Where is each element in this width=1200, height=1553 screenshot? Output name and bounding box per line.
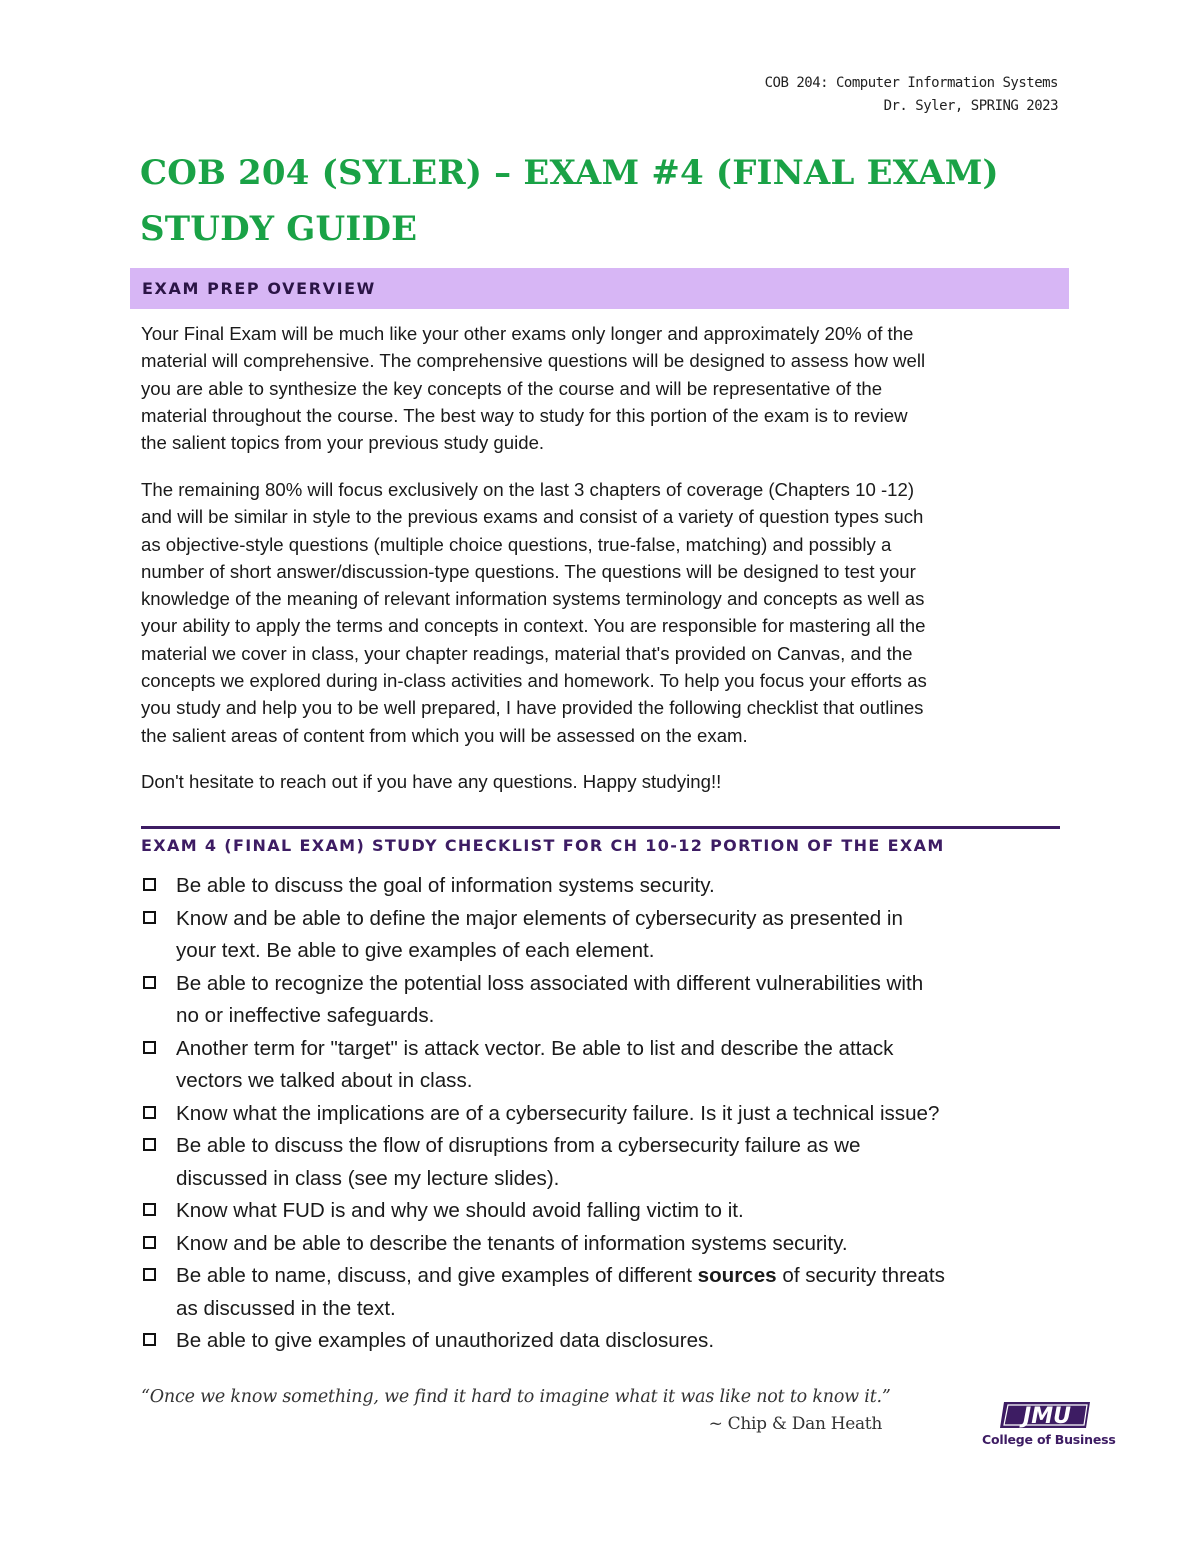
checklist-item: [141, 903, 1081, 968]
checklist-item-text: Know what FUD is and why we should avoid falling victim to it.: [176, 1199, 744, 1222]
overview-paragraph-2: [141, 476, 1071, 749]
footer-quote: “Once we know something, we find it hard to imagine what it was like not to know it.”: [141, 1387, 891, 1407]
checklist-item: [141, 1098, 1081, 1131]
overview-paragraph-3: [141, 768, 1071, 795]
paragraph-line: Don't hesitate to reach out if you have any questions. Happy studying!!: [141, 771, 722, 792]
checkbox-icon[interactable]: [143, 1041, 156, 1054]
checklist-item: [141, 1033, 1081, 1098]
course-name: COB 204: Computer Information Systems: [764, 75, 1058, 91]
checklist-item: [141, 968, 1081, 1033]
checkbox-icon[interactable]: [143, 911, 156, 924]
checklist-item-text: vectors we talked about in class.: [176, 1069, 473, 1092]
checklist-item-text: Be able to recognize the potential loss associated with different vulnerabilities with: [176, 971, 924, 995]
checklist-text-suffix: of security threats: [776, 1264, 945, 1287]
instructor-term: Dr. Syler, SPRING 2023: [883, 98, 1058, 114]
checklist-item-text: as discussed in the text.: [176, 1296, 396, 1320]
paragraph-line: the salient topics from your previous study guide.: [141, 432, 545, 454]
page-title: [140, 145, 1080, 257]
checkbox-icon[interactable]: [143, 1236, 156, 1249]
emphasized-word: sources: [697, 1264, 777, 1287]
checklist-item-text: Another term for "target" is attack vector. Be able to list and describe the attack: [176, 1036, 894, 1060]
checklist-item: [141, 870, 1081, 903]
checklist-item-text: Be able to discuss the flow of disruptions from a cybersecurity failure as we: [176, 1134, 861, 1157]
checkbox-icon[interactable]: [143, 1106, 156, 1119]
checklist-item-text: Know and be able to define the major elements of cybersecurity as presented in: [176, 906, 903, 930]
checklist-item-text: no or ineffective safeguards.: [176, 1004, 435, 1027]
jmu-logo-icon: [1000, 1400, 1094, 1430]
paragraph-line: Your Final Exam will be much like your other exams only longer and approximately 20% of the: [141, 323, 914, 344]
paragraph-line: you are able to synthesize the key concepts of the course and will be representative of the: [141, 377, 883, 399]
checklist-item-text-line-1: [176, 1260, 1081, 1293]
checklist-item-text: Be able to give examples of unauthorized data disclosures.: [176, 1329, 715, 1352]
study-checklist: [141, 870, 1081, 1358]
logo-subtitle: College of Business: [982, 1432, 1116, 1447]
paragraph-line: as objective-style questions (multiple choice questions, true-false, matching) and possibly a: [141, 533, 892, 555]
checklist-heading: EXAM 4 (FINAL EXAM) STUDY CHECKLIST FOR CH 10-12 PORTION OF THE EXAM: [141, 826, 1060, 855]
checklist-item-text: Know and be able to describe the tenants of information systems security.: [176, 1231, 848, 1255]
logo-mark-text: JMU: [1023, 1404, 1071, 1429]
paragraph-line: concepts we explored during in-class activities and homework. To help you focus your efforts as: [141, 670, 927, 692]
checklist-item: [141, 1195, 1081, 1228]
checkbox-icon[interactable]: [143, 1138, 156, 1151]
paragraph-line: material will comprehensive. The comprehensive questions will be designed to assess how well: [141, 350, 926, 372]
paragraph-line: knowledge of the meaning of relevant information systems terminology and concepts as well as: [141, 588, 925, 610]
paragraph-line: material we cover in class, your chapter readings, material that's provided on Canvas, and the: [141, 642, 913, 664]
paragraph-line: and will be similar in style to the previous exams and consist of a variety of question types such: [141, 506, 924, 528]
checkbox-icon[interactable]: [143, 878, 156, 891]
checkbox-icon[interactable]: [143, 1203, 156, 1216]
checklist-item-text: Know what the implications are of a cybersecurity failure. Is it just a technical issue?: [176, 1101, 940, 1125]
checkbox-icon[interactable]: [143, 976, 156, 989]
checklist-item: [141, 1228, 1081, 1261]
checklist-item-text: Be able to discuss the goal of information systems security.: [176, 874, 715, 897]
checkbox-icon[interactable]: [143, 1268, 156, 1281]
jmu-college-of-business-logo: [982, 1400, 1116, 1452]
paragraph-line: the salient areas of content from which you will be assessed on the exam.: [141, 724, 748, 746]
title-line-2: STUDY GUIDE: [140, 209, 418, 249]
checklist-item-text: discussed in class (see my lecture slides).: [176, 1166, 560, 1190]
title-line-1: COB 204 (SYLER) – EXAM #4 (FINAL EXAM): [140, 153, 999, 193]
checklist-item: [141, 1325, 1081, 1358]
checklist-item: [141, 1260, 1081, 1325]
paragraph-line: you study and help you to be well prepared, I have provided the following checklist that outlines: [141, 697, 924, 719]
checklist-text-prefix: Be able to name, discuss, and give examples of different: [176, 1264, 698, 1287]
checkbox-icon[interactable]: [143, 1333, 156, 1346]
paragraph-line: your ability to apply the terms and concepts in context. You are responsible for mastering all the: [141, 615, 926, 637]
paragraph-line: number of short answer/discussion-type questions. The questions will be designed to test your: [141, 560, 916, 582]
overview-heading-bar: [130, 268, 1069, 309]
overview-paragraph-1: [141, 320, 1071, 456]
paragraph-line: material throughout the course. The best way to study for this portion of the exam is to review: [141, 404, 908, 426]
paragraph-line: The remaining 80% will focus exclusively on the last 3 chapters of coverage (Chapters 10 -12): [141, 479, 915, 500]
overview-heading: EXAM PREP OVERVIEW: [142, 279, 376, 298]
checklist-item-text: your text. Be able to give examples of each element.: [176, 939, 655, 962]
checklist-item: [141, 1130, 1081, 1195]
quote-author: ~ Chip & Dan Heath: [708, 1414, 882, 1434]
document-header: [765, 72, 1058, 118]
